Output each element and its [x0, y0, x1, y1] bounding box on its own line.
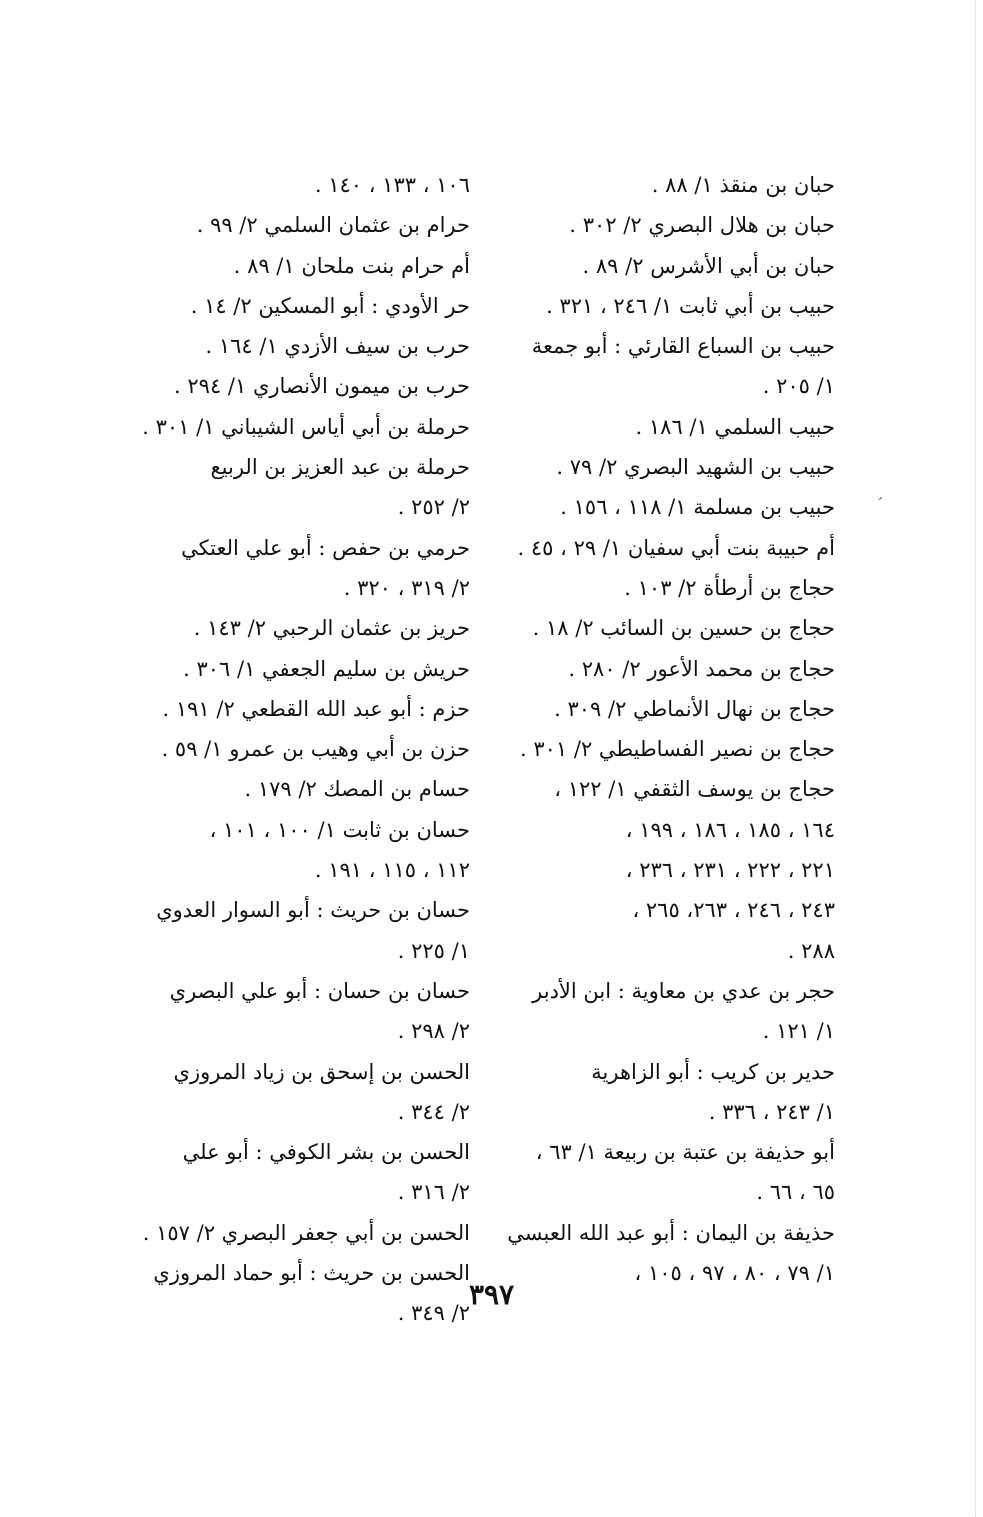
index-entry-line: حريش بن سليم الجعفي ١/ ٣٠٦ . [183, 656, 470, 681]
index-entry [135, 528, 470, 609]
index-entry [135, 890, 470, 971]
index-entry [505, 1052, 835, 1133]
index-entry [505, 971, 835, 1052]
index-entry-line: ٦٥ ، ٦٦ . [756, 1180, 835, 1205]
index-entry-line: حبيب بن أبي ثابت ١/ ٢٤٦ ، ٣٢١ . [546, 293, 835, 318]
index-entry-line: حرمي بن حفص : أبو علي العتكي [181, 535, 470, 560]
index-entry [135, 810, 470, 891]
index-entry-line: حجاج بن نصير الفساطيطي ٢/ ٣٠١ . [519, 737, 835, 762]
index-entry-line: حجاج بن محمد الأعور ٢/ ٢٨٠ . [568, 656, 835, 681]
index-entry [505, 447, 835, 487]
page-number: ٣٩٧ [468, 1278, 515, 1311]
index-entry-line: حزم : أبو عبد الله القطعي ٢/ ١٩١ . [162, 696, 470, 721]
index-entry-line: حريز بن عثمان الرحبي ٢/ ١٤٣ . [193, 616, 470, 641]
index-entry-line: ٢٤٣ ، ٢٤٦ ، ٢٦٣، ٢٦٥ ، [632, 898, 835, 923]
index-entry-line: حجاج بن نهال الأنماطي ٢/ ٣٠٩ . [554, 696, 835, 721]
index-entry [505, 165, 835, 205]
index-entry [135, 729, 470, 769]
index-entry [135, 769, 470, 809]
index-entry-line: الحسن بن حريث : أبو حماد المروزي [153, 1261, 470, 1286]
index-entry-line: حبان بن هلال البصري ٢/ ٣٠٢ . [569, 213, 835, 238]
index-entry [135, 286, 470, 326]
index-entry-line: أبو حذيفة بن عتبة بن ربيعة ١/ ٦٣ ، [535, 1140, 835, 1165]
index-entry-line: ٢/ ٣١٦ . [397, 1180, 470, 1205]
index-entry-line: حبان بن أبي الأشرس ٢/ ٨٩ . [582, 253, 835, 278]
index-entry-line: حجاج بن حسين بن السائب ٢/ ١٨ . [532, 616, 835, 641]
index-entry-line: حسان بن ثابت ١/ ١٠٠ ، ١٠١ ، [209, 817, 470, 842]
index-entry-line: حبان بن منقذ ١/ ٨٨ . [651, 173, 835, 197]
index-entry [505, 689, 835, 729]
index-entry-line: ١٠٦ ، ١٣٣ ، ١٤٠ . [314, 173, 470, 197]
index-entry [505, 528, 835, 568]
index-entry-line: حرب بن ميمون الأنصاري ١/ ٢٩٤ . [174, 374, 470, 399]
index-entry-line: ٢/ ٣٤٤ . [397, 1099, 470, 1124]
index-entry-line: حبيب بن السباع القارئي : أبو جمعة [531, 334, 835, 359]
index-entry-line: حجاج بن يوسف الثقفي ١/ ١٢٢ ، [554, 777, 835, 802]
index-entry-line: ١/ ٧٩ ، ٨٠ ، ٩٧ ، ١٠٥ ، [634, 1261, 835, 1286]
index-entry [505, 769, 835, 970]
index-entry-line: حر الأودي : أبو المسكين ٢/ ١٤ . [190, 293, 470, 318]
index-entry-line: ٢/ ٣٤٩ . [397, 1301, 470, 1326]
index-entry [505, 487, 835, 527]
index-entry [505, 608, 835, 648]
index-entry-line: حدير بن كريب : أبو الزاهرية [591, 1059, 835, 1084]
index-entry-line: ١/ ١٢١ . [762, 1019, 835, 1044]
index-entry-line: ٢٨٨ . [787, 938, 835, 963]
index-entry [135, 165, 470, 205]
index-entry [135, 205, 470, 245]
index-entry-line: ٢/ ٣١٩ ، ٣٢٠ . [343, 575, 470, 600]
index-entry [135, 326, 470, 366]
index-entry-line: حجاج بن أرطأة ٢/ ١٠٣ . [624, 575, 835, 600]
index-entry [505, 1132, 835, 1213]
index-entry-line: حرب بن سيف الأزدي ١/ ١٦٤ . [205, 334, 470, 359]
index-entry [135, 407, 470, 447]
index-entry-line: حبيب بن الشهيد البصري ٢/ ٧٩ . [556, 455, 835, 480]
index-entry-line: حرملة بن عبد العزيز بن الربيع [210, 455, 470, 480]
index-entry [135, 689, 470, 729]
index-entry-line: ١/ ٢٤٣ ، ٣٣٦ . [708, 1099, 835, 1124]
index-entry-line: ٢٢١ ، ٢٢٢ ، ٢٣١ ، ٢٣٦ ، [625, 858, 835, 883]
index-entry-line: حجر بن عدي بن معاوية : ابن الأدبر [532, 978, 835, 1003]
index-entry-line: ١/ ٢٠٥ . [762, 374, 835, 399]
index-entry-line: الحسن بن إسحق بن زياد المروزي [173, 1059, 470, 1084]
index-entry-line: الحسن بن أبي جعفر البصري ٢/ ١٥٧ . [142, 1220, 470, 1245]
index-entry-line: ٢/ ٢٥٢ . [397, 495, 470, 520]
index-entry-line: حبيب السلمي ١/ ١٨٦ . [635, 414, 835, 439]
index-entry-line: حرملة بن أبي أياس الشيباني ١/ ٣٠١ . [142, 414, 470, 439]
index-entry [135, 649, 470, 689]
index-entry-line: ١٦٤ ، ١٨٥ ، ١٨٦ ، ١٩٩ ، [625, 817, 835, 842]
index-entry [135, 1132, 470, 1213]
index-entry-line: حسان بن حسان : أبو علي البصري [169, 978, 470, 1003]
index-entry-line: ٢/ ٢٩٨ . [397, 1019, 470, 1044]
index-entry [135, 1213, 470, 1253]
index-entry [505, 729, 835, 769]
index-entry [135, 246, 470, 286]
index-entry [135, 971, 470, 1052]
index-entry [505, 326, 835, 407]
index-entry-line: حذيفة بن اليمان : أبو عبد الله العبسي [507, 1220, 835, 1245]
index-entry [505, 568, 835, 608]
index-entry-line: حزن بن أبي وهيب بن عمرو ١/ ٥٩ . [161, 737, 470, 762]
index-entry [135, 1052, 470, 1133]
index-column-left [135, 165, 470, 1334]
index-entry-line: حرام بن عثمان السلمي ٢/ ٩٩ . [196, 213, 470, 238]
index-entry [505, 286, 835, 326]
index-entry [505, 246, 835, 286]
index-entry-line: الحسن بن بشر الكوفي : أبو علي [182, 1140, 470, 1165]
index-entry-line: حسان بن حريث : أبو السوار العدوي [156, 898, 470, 923]
stray-ink-mark: , [876, 483, 889, 504]
index-entry-line: أم حرام بنت ملحان ١/ ٨٩ . [233, 253, 470, 278]
index-entry-line: أم حبيبة بنت أبي سفيان ١/ ٢٩ ، ٤٥ . [517, 535, 835, 560]
index-entry [505, 205, 835, 245]
index-entry [135, 447, 470, 528]
index-column-right [505, 165, 835, 1293]
index-entry [505, 407, 835, 447]
index-entry-line: ١١٢ ، ١١٥ ، ١٩١ . [314, 858, 470, 883]
index-entry-line: حسام بن المصك ٢/ ١٧٩ . [244, 777, 470, 802]
index-entry-line: حبيب بن مسلمة ١/ ١١٨ ، ١٥٦ . [560, 495, 835, 520]
index-entry [135, 608, 470, 648]
index-entry-line: ١/ ٢٢٥ . [397, 938, 470, 963]
index-entry [505, 649, 835, 689]
index-entry [135, 366, 470, 406]
